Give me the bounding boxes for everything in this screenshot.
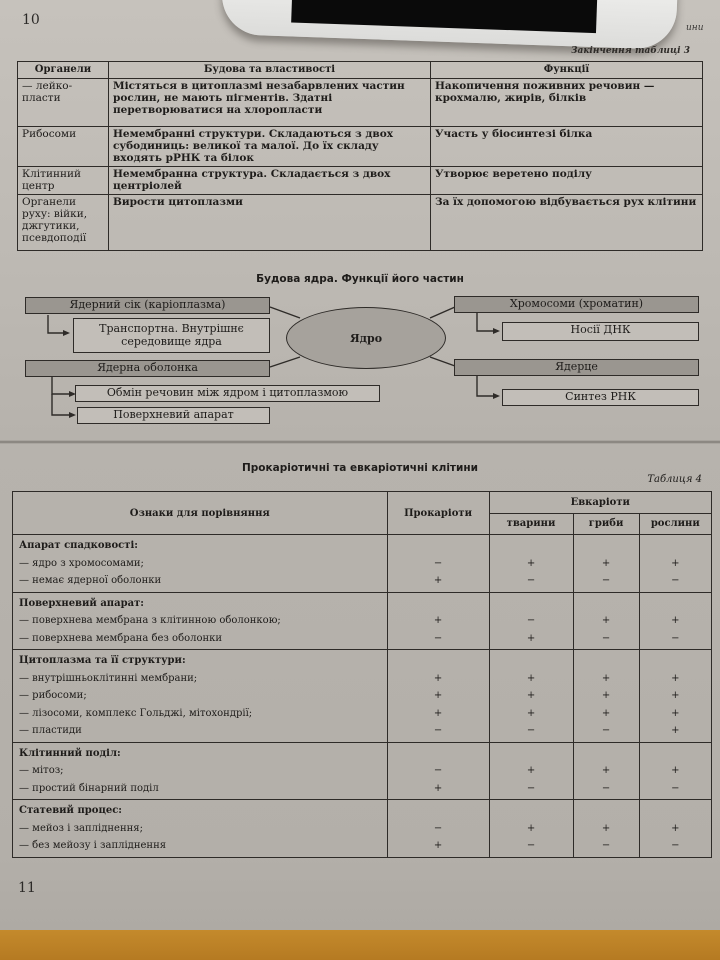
page-number-top: 10	[22, 12, 40, 28]
surface-apparatus-box: Поверхневий апарат	[77, 407, 270, 424]
value: +	[601, 707, 611, 719]
value: +	[433, 690, 443, 701]
column-header: Функції	[431, 62, 703, 79]
value: +	[526, 690, 536, 701]
organelle-cell: Органели руху: війки, джгутики, псевдоподії	[18, 195, 109, 251]
value: +	[671, 615, 680, 626]
function-cell: За їх допомогою відбувається рух клітини	[431, 195, 703, 251]
group-heading: Апарат спадковості:	[19, 540, 138, 551]
value: +	[671, 690, 680, 701]
value: +	[671, 672, 680, 684]
chromosomes-function-box: Носії ДНК	[502, 322, 699, 341]
table-row	[13, 650, 712, 743]
table4-caption: Таблиця 4	[647, 474, 702, 485]
value: −	[601, 782, 611, 794]
value: +	[671, 707, 680, 719]
nucleus-ellipse	[286, 307, 446, 369]
nucleolus-box: Ядерце	[454, 359, 699, 376]
value: +	[671, 557, 680, 569]
animals-cell	[489, 800, 573, 858]
table3-caption: Закінчення таблиці 3	[571, 46, 690, 56]
animals-cell	[489, 535, 573, 593]
running-head: ини	[686, 23, 704, 33]
plants-cell	[639, 742, 711, 800]
value: −	[433, 725, 443, 736]
function-cell: Накопичення поживних речовин — крохмалю, жирів, білків	[431, 79, 703, 127]
value: +	[526, 632, 536, 644]
structure-cell: Немембранна структура. Складається з двох центріолей	[109, 167, 431, 195]
table-row	[13, 742, 712, 800]
value: +	[433, 782, 443, 794]
prokaryotes-cell	[387, 535, 489, 593]
value: +	[601, 557, 611, 569]
fungi-header: гриби	[573, 513, 639, 535]
prokaryote-eukaryote-table	[12, 491, 712, 858]
value: −	[671, 575, 680, 586]
value: +	[671, 765, 680, 776]
plants-cell	[639, 592, 711, 650]
value: +	[526, 707, 536, 719]
fungi-cell	[573, 592, 639, 650]
value: −	[671, 782, 680, 794]
animals-header: тварини	[489, 513, 573, 535]
feature-item: — немає ядерної оболонки	[19, 575, 162, 586]
feature-cell	[13, 650, 388, 743]
value: +	[671, 822, 680, 834]
value: +	[601, 615, 611, 626]
structure-cell: Вирости цитоплазми	[109, 195, 431, 251]
prokaryotes-cell	[387, 592, 489, 650]
fungi-cell	[573, 800, 639, 858]
group-heading: Поверхневий апарат:	[19, 597, 144, 609]
value: −	[601, 575, 611, 586]
table-row	[13, 535, 712, 593]
function-cell: Утворює веретено поділу	[431, 167, 703, 195]
structure-cell: Немембранні структури. Складаються з двох субодиниць: великої та малої. До їх складу входять рРНК та білок	[109, 127, 431, 167]
nucleus-label: Ядро	[349, 331, 383, 345]
table-row	[13, 800, 712, 858]
feature-item: — поверхнева мембрана без оболонки	[19, 632, 223, 644]
plants-cell	[639, 650, 711, 743]
organelle-cell: — лейко-пласти	[18, 79, 109, 127]
prokaryotes-cell	[387, 742, 489, 800]
value: −	[433, 765, 443, 776]
animals-cell	[489, 650, 573, 743]
feature-cell	[13, 800, 388, 858]
value: −	[671, 840, 680, 851]
fungi-cell	[573, 742, 639, 800]
animals-cell	[489, 742, 573, 800]
structure-cell: Містяться в цитоплазмі незабарвлених частин рослин, не мають пігментів. Здатні перетворюватися на хлоропласти	[109, 79, 431, 127]
value: −	[433, 632, 443, 644]
value: −	[601, 632, 611, 644]
table4-title: Прокаріотичні та евкаріотичні клітини	[242, 462, 478, 474]
value: −	[601, 725, 611, 736]
value: −	[526, 575, 536, 586]
nuclear-sap-box: Ядерний сік (каріоплазма)	[25, 297, 270, 314]
value: +	[526, 822, 536, 834]
desk-surface	[0, 930, 720, 960]
value: −	[526, 840, 536, 851]
nuclear-envelope-function-box: Обмін речовин між ядром і цитоплазмою	[75, 385, 380, 402]
fungi-cell	[573, 650, 639, 743]
diagram-title: Будова ядра. Функції його частин	[256, 273, 464, 285]
fungi-cell	[573, 535, 639, 593]
feature-item: — без мейозу і запліднення	[19, 840, 167, 851]
feature-item: — внутрішньоклітинні мембрани;	[19, 672, 198, 684]
value: −	[601, 840, 611, 851]
value: +	[601, 822, 611, 834]
value: +	[601, 765, 611, 776]
eukaryotes-header: Евкаріоти	[489, 492, 711, 514]
value: +	[526, 672, 536, 684]
table-row	[13, 592, 712, 650]
feature-item: — поверхнева мембрана з клітинною оболонкою;	[19, 615, 281, 626]
value: −	[526, 615, 536, 626]
plants-header: рослини	[639, 513, 711, 535]
page-number-bottom: 11	[18, 880, 36, 896]
chromosomes-box: Хромосоми (хроматин)	[454, 296, 699, 313]
feature-item: — ядро з хромосомами;	[19, 557, 144, 569]
value: +	[601, 690, 611, 701]
plants-cell	[639, 535, 711, 593]
value: −	[526, 725, 536, 736]
feature-cell	[13, 592, 388, 650]
nucleolus-function-box: Синтез РНК	[502, 389, 699, 406]
nuclear-envelope-box: Ядерна оболонка	[25, 360, 270, 377]
value: −	[433, 557, 443, 569]
organelle-cell: Рибосоми	[18, 127, 109, 167]
organelle-cell: Клітинний центр	[18, 167, 109, 195]
column-header: Органели	[18, 62, 109, 79]
feature-item: — пластиди	[19, 725, 82, 736]
value: +	[433, 672, 443, 684]
group-heading: Клітинний поділ:	[19, 747, 121, 759]
nuclear-sap-function-box: Транспортна. Внутрішнє середовище ядра	[73, 318, 270, 353]
value: −	[671, 632, 680, 644]
value: −	[526, 782, 536, 794]
feature-header: Ознаки для порівняння	[13, 492, 388, 535]
function-cell: Участь у біосинтезі білка	[431, 127, 703, 167]
feature-item: — мітоз;	[19, 765, 64, 776]
value: +	[526, 765, 536, 776]
table-header-row	[13, 492, 712, 514]
value: −	[433, 822, 443, 834]
group-heading: Статевий процес:	[19, 805, 122, 816]
feature-cell	[13, 742, 388, 800]
value: +	[526, 557, 536, 569]
plants-cell	[639, 800, 711, 858]
column-header: Будова та властивості	[109, 62, 431, 79]
value: +	[433, 615, 443, 626]
value: +	[433, 707, 443, 719]
value: +	[601, 672, 611, 684]
animals-cell	[489, 592, 573, 650]
prokaryotes-cell	[387, 650, 489, 743]
prokaryotes-cell	[387, 800, 489, 858]
feature-item: — мейоз і запліднення;	[19, 822, 143, 834]
value: +	[433, 840, 443, 851]
feature-item: — рибосоми;	[19, 690, 87, 701]
value: +	[433, 575, 443, 586]
group-heading: Цитоплазма та її структури:	[19, 655, 186, 666]
page-fold	[0, 440, 720, 444]
value: +	[671, 725, 680, 736]
feature-item: — лізосоми, комплекс Гольджі, мітохондрії;	[19, 707, 253, 719]
feature-item: — простий бінарний поділ	[19, 782, 159, 794]
prokaryotes-header: Прокаріоти	[387, 492, 489, 535]
feature-cell	[13, 535, 388, 593]
